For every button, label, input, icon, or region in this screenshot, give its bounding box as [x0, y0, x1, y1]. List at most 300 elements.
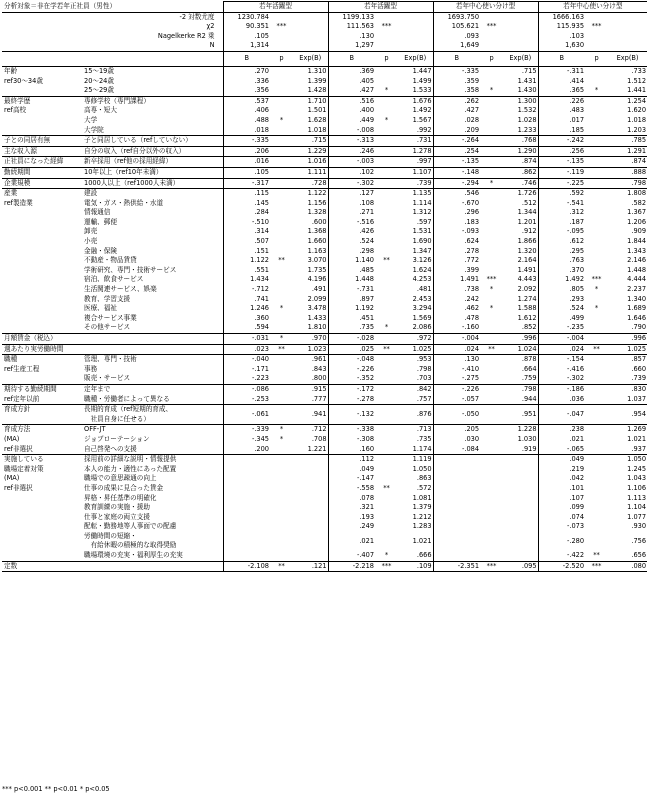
coef-b: .296: [433, 208, 480, 218]
coef-exp: .481: [416, 285, 432, 294]
coef-sig: ***: [585, 561, 608, 572]
coef-sig: *: [480, 178, 503, 189]
coef-sig: [375, 503, 398, 513]
coef-sig: [270, 189, 293, 199]
coef-b: .400: [328, 106, 375, 116]
coef-b: .219: [538, 465, 585, 475]
coef-sig: [480, 167, 503, 178]
stat-sig: [375, 12, 398, 22]
coef-b: 1.122: [223, 256, 270, 266]
coef-sig: [375, 106, 398, 116]
coef-b: -.135: [433, 157, 480, 168]
coef-exp: 1.028: [517, 115, 537, 124]
coef-b: .365: [538, 86, 585, 96]
coef-exp: .954: [608, 405, 647, 425]
coef-sig: [480, 355, 503, 365]
group-label: [2, 355, 82, 385]
coef-b: .238: [538, 425, 585, 435]
coef-sig: [585, 355, 608, 365]
coef-b: .024: [433, 344, 480, 355]
group-label: [2, 157, 82, 168]
table-row: [2, 295, 647, 305]
coef-sig: [480, 384, 503, 394]
coef-exp: [293, 532, 328, 551]
table-row: [2, 178, 647, 189]
coef-sig: [270, 323, 293, 333]
coef-sig: **: [383, 483, 390, 492]
coef-sig: **: [383, 256, 390, 265]
coef-b: .021: [328, 532, 375, 551]
coef-sig: [585, 96, 608, 106]
variable-label: 20～24歳: [84, 76, 114, 85]
coef-sig: [270, 551, 293, 561]
coef-b: .101: [538, 484, 585, 494]
coef-b: -.410: [433, 365, 480, 375]
coef-sig: *: [594, 304, 599, 313]
coef-b: .399: [433, 266, 480, 276]
variable-label: 専修学校（専門課程）: [82, 96, 223, 106]
variable-label: 運輸、郵便: [84, 217, 117, 226]
table-row: [2, 465, 647, 475]
stat-sig: [480, 32, 503, 42]
coef-sig: [480, 227, 503, 237]
table-row: [2, 513, 647, 523]
coef-b: .145: [223, 199, 270, 209]
coef-b: .612: [538, 237, 585, 247]
coef-sig: [585, 425, 608, 435]
coef-exp: 1.628: [307, 115, 327, 124]
table-row: [2, 314, 647, 324]
stat-row: [2, 12, 647, 22]
coef-exp: 1.104: [627, 503, 647, 512]
coef-b: [433, 513, 480, 523]
coef-exp: 1.212: [412, 512, 432, 521]
coef-b: [223, 484, 270, 494]
coef-exp: 1.810: [307, 323, 327, 332]
coef-exp: 1.533: [412, 86, 432, 95]
coef-b: -.086: [223, 384, 270, 394]
coef-sig: [480, 295, 503, 305]
coef-sig: [480, 314, 503, 324]
stat-empty: [503, 22, 538, 32]
group-label: [2, 405, 82, 425]
coef-exp: .953: [398, 355, 433, 365]
coef-b: -.264: [433, 136, 480, 147]
coef-sig: [270, 167, 293, 178]
column-head-row: [2, 51, 647, 66]
coef-sig: [585, 266, 608, 276]
coef-b: .271: [328, 208, 375, 218]
group-label-line: 最終学歴: [4, 96, 31, 105]
coef-sig: [375, 532, 398, 551]
coef-exp: .798: [503, 384, 538, 394]
stat-row: [2, 41, 647, 51]
model-header: 若年活躍型: [223, 2, 328, 13]
coef-sig: [480, 323, 503, 333]
coef-exp: .109: [398, 561, 433, 572]
variable-label: ジョブローテーション: [84, 434, 150, 443]
table-row: [2, 96, 647, 106]
coef-b: .112: [328, 455, 375, 465]
coef-exp: .843: [311, 364, 327, 373]
table-row: [2, 455, 647, 465]
variable-label: 仕事の成果に見合った賃金: [84, 483, 164, 492]
coef-exp: 1.492: [412, 106, 432, 115]
coef-b: -.171: [223, 365, 270, 375]
stat-sig: [480, 41, 503, 51]
coef-exp: 1.037: [627, 394, 647, 403]
coef-sig: [375, 365, 398, 375]
coef-b: 1.448: [328, 275, 375, 285]
variable-label: 昇格・昇任基準の明確化: [84, 493, 157, 502]
coef-sig: [480, 551, 503, 561]
coef-exp: .597: [416, 217, 432, 226]
footnote: *** p<0.001 ** p<0.01 * p<0.05: [2, 785, 110, 793]
stat-sig: [480, 12, 503, 22]
coef-exp: 1.620: [627, 106, 647, 115]
group-label-line: 期待する勤続期間: [4, 384, 57, 393]
coef-b: .115: [223, 189, 270, 199]
coef-sig: *: [489, 285, 494, 294]
coef-exp: .715: [503, 66, 538, 76]
coef-sig: **: [593, 551, 600, 560]
coef-b: .359: [433, 77, 480, 87]
coef-exp: 1.367: [627, 208, 647, 217]
coef-exp: .912: [521, 227, 537, 236]
coef-sig: [480, 532, 503, 551]
coef-sig: [375, 355, 398, 365]
coef-b: -.294: [433, 178, 480, 189]
group-label-line: 月額賃金（税込）: [4, 334, 57, 342]
coef-sig: [480, 77, 503, 87]
stat-empty: [398, 12, 433, 22]
coef-sig: [375, 157, 398, 168]
coef-exp: 1.491: [517, 265, 537, 274]
coef-b: .451: [328, 314, 375, 324]
coef-exp: 1.567: [412, 115, 432, 124]
group-label: [2, 136, 82, 147]
coef-sig: *: [270, 334, 293, 345]
stat-value: 115.935: [538, 22, 585, 32]
coef-exp: .970: [293, 334, 328, 345]
table-row: [2, 532, 647, 551]
coef-exp: [503, 551, 538, 561]
coef-sig: [585, 484, 608, 494]
stat-empty: [398, 41, 433, 51]
coef-b: .741: [223, 295, 270, 305]
coef-b: .321: [328, 503, 375, 513]
stat-value: 1230.784: [223, 12, 270, 22]
coef-sig: [375, 384, 398, 394]
model-header: 若年中心使い分け型: [433, 2, 538, 13]
col-head-p: p: [384, 54, 389, 63]
coef-sig: *: [384, 323, 389, 332]
coef-sig: [585, 116, 608, 126]
coef-b: .028: [433, 116, 480, 126]
coef-b: .187: [538, 218, 585, 228]
coef-sig: [375, 314, 398, 324]
coef-sig: [480, 256, 503, 266]
coef-exp: .095: [503, 561, 538, 572]
table-row: [2, 425, 647, 435]
coef-b: .242: [433, 295, 480, 305]
coef-exp: 1.233: [517, 125, 537, 134]
table-row: [2, 285, 647, 295]
coef-sig: [585, 66, 608, 76]
coef-sig: [585, 256, 608, 266]
coef-b: 1.491: [433, 275, 480, 285]
coef-b: .021: [538, 435, 585, 445]
coef-b: [223, 532, 270, 551]
group-label-line: (MA): [4, 434, 20, 443]
coef-sig: [480, 66, 503, 76]
coef-b: .426: [328, 227, 375, 237]
coef-b: .017: [538, 116, 585, 126]
coef-exp: 1.023: [293, 344, 328, 355]
variable-label: 管理、専門・技術: [82, 355, 223, 365]
coef-exp: .491: [311, 285, 327, 294]
coef-b: -.004: [538, 334, 585, 345]
coef-sig: ***: [375, 561, 398, 572]
coef-sig: [480, 445, 503, 455]
coef-sig: [270, 218, 293, 228]
coef-sig: [585, 513, 608, 523]
coef-sig: **: [278, 256, 285, 265]
table-row: [2, 474, 647, 484]
coef-exp: 3.126: [412, 256, 432, 265]
coef-b: .107: [538, 494, 585, 504]
stat-value: 90.351: [223, 22, 270, 32]
coef-b: .127: [328, 189, 375, 199]
coef-sig: [270, 295, 293, 305]
coef-sig: [585, 465, 608, 475]
coef-exp: .937: [631, 444, 647, 453]
coef-sig: [480, 266, 503, 276]
coef-b: -.302: [328, 178, 375, 189]
coef-sig: [375, 425, 398, 435]
coef-sig: [375, 266, 398, 276]
group-label-line: ref製造業: [4, 198, 33, 207]
coef-exp: 3.294: [412, 304, 432, 313]
variable-label: 教育、学習支援: [84, 294, 131, 303]
coef-exp: 1.174: [412, 444, 432, 453]
coef-b: -.160: [433, 323, 480, 333]
coef-sig: [375, 285, 398, 295]
coef-b: -.147: [328, 474, 375, 484]
coef-sig: [375, 199, 398, 209]
coef-b: .805: [538, 285, 585, 295]
stat-sig: [585, 41, 608, 51]
coef-exp: .996: [503, 334, 538, 345]
table-row: [2, 561, 647, 572]
variable-label: [82, 344, 223, 355]
coef-exp: [503, 465, 538, 475]
col-head-exp: Exp(B): [509, 54, 532, 63]
coef-b: -.061: [223, 405, 270, 425]
coef-exp: .757: [416, 394, 432, 403]
table-row: [2, 395, 647, 405]
coef-sig: [480, 146, 503, 157]
group-label: [2, 189, 82, 334]
coef-exp: 1.433: [307, 313, 327, 322]
coef-exp: 1.310: [293, 66, 328, 76]
coef-sig: [375, 247, 398, 257]
coef-sig: [270, 395, 293, 405]
coef-sig: [480, 126, 503, 136]
group-label-line: 主な収入源: [4, 146, 37, 155]
coef-b: -.154: [538, 355, 585, 365]
coef-sig: [270, 314, 293, 324]
coef-b: [223, 474, 270, 484]
coef-exp: 1.016: [293, 157, 328, 168]
coef-b: [223, 455, 270, 465]
coef-exp: .739: [398, 178, 433, 189]
col-head-p: p: [594, 54, 599, 63]
table-row: [2, 374, 647, 384]
stat-label: -2 対数尤度: [179, 12, 215, 21]
coef-sig: [375, 334, 398, 345]
coef-sig: [375, 522, 398, 532]
coef-b: -.313: [328, 136, 375, 147]
coef-sig: [375, 304, 398, 314]
coef-sig: [375, 189, 398, 199]
model-header: 若年中心使い分け型: [538, 2, 647, 13]
coef-b: .206: [223, 146, 270, 157]
coef-b: -.003: [328, 157, 375, 168]
stat-value: .103: [538, 32, 585, 42]
coef-sig: [585, 199, 608, 209]
coef-exp: [503, 532, 538, 551]
coef-exp: 1.379: [412, 503, 432, 512]
coef-exp: .746: [503, 178, 538, 189]
coef-exp: 1.119: [398, 455, 433, 465]
stat-sig: [375, 41, 398, 51]
coef-exp: [503, 484, 538, 494]
coef-b: .594: [223, 323, 270, 333]
stat-value: 105.621: [433, 22, 480, 32]
coef-sig: [270, 465, 293, 475]
coef-exp: .756: [631, 536, 647, 545]
coef-exp: .733: [608, 66, 647, 76]
table-row: [2, 167, 647, 178]
coef-sig: [270, 146, 293, 157]
coef-sig: [480, 237, 503, 247]
group-label-line: ref高校: [4, 106, 27, 115]
coef-b: .314: [223, 227, 270, 237]
coef-b: -.253: [223, 395, 270, 405]
coef-exp: .731: [398, 136, 433, 147]
coef-sig: [480, 474, 503, 484]
coef-exp: 1.201: [517, 217, 537, 226]
coef-sig: [375, 474, 398, 484]
coef-b: .200: [223, 445, 270, 455]
coef-exp: [503, 503, 538, 513]
coef-sig: [480, 395, 503, 405]
stat-empty: [608, 32, 647, 42]
coef-exp: 1.588: [517, 304, 537, 313]
coef-exp: 1.283: [412, 522, 432, 531]
coef-sig: [480, 455, 503, 465]
coef-sig: [375, 136, 398, 147]
coef-b: -.047: [538, 405, 585, 425]
coef-b: .449: [328, 116, 375, 126]
table-row: [2, 208, 647, 218]
coef-sig: [375, 455, 398, 465]
coef-exp: 1.344: [517, 208, 537, 217]
coef-exp: 1.343: [627, 246, 647, 255]
coef-sig: [270, 405, 293, 425]
stat-empty: [503, 41, 538, 51]
col-head-exp: Exp(B): [404, 54, 427, 63]
coef-sig: [270, 365, 293, 375]
group-label: [2, 384, 82, 404]
coef-b: .427: [328, 86, 375, 96]
coef-sig: [270, 96, 293, 106]
coef-b: [433, 465, 480, 475]
coef-exp: .798: [416, 364, 432, 373]
coef-sig: [270, 384, 293, 394]
coef-b: -.278: [328, 395, 375, 405]
group-label-line: 企業規模: [4, 178, 31, 187]
coef-exp: 1.278: [398, 146, 433, 157]
stat-label: N: [2, 41, 223, 51]
table-row: [2, 355, 647, 365]
coef-b: .049: [538, 455, 585, 465]
table-row: [2, 199, 647, 209]
coef-exp: 1.660: [307, 237, 327, 246]
coef-sig: [585, 218, 608, 228]
table-row: [2, 334, 647, 345]
coef-exp: [293, 522, 328, 532]
coef-exp: .768: [503, 136, 538, 147]
coef-b: .735: [328, 323, 375, 333]
coef-exp: 1.113: [627, 493, 647, 502]
model-header: 若年活躍型: [328, 2, 433, 13]
coef-sig: [270, 199, 293, 209]
coef-sig: [585, 503, 608, 513]
coef-exp: 1.206: [627, 217, 647, 226]
coef-exp: 1.122: [293, 189, 328, 199]
coef-b: .358: [433, 86, 480, 96]
coef-sig: [585, 474, 608, 484]
coef-b: -2.108: [223, 561, 270, 572]
coef-sig: [375, 275, 398, 285]
coef-exp: 2.164: [517, 256, 537, 265]
coef-exp: .800: [311, 374, 327, 383]
coef-exp: .512: [521, 198, 537, 207]
coef-exp: .121: [293, 561, 328, 572]
coef-sig: [480, 522, 503, 532]
coef-sig: [585, 227, 608, 237]
coef-b: 1.434: [223, 275, 270, 285]
table-row: [2, 66, 647, 76]
col-head-p: p: [279, 54, 284, 63]
coef-b: .024: [538, 344, 585, 355]
col-head-b: B: [538, 51, 585, 66]
stat-sig: [375, 32, 398, 42]
coef-sig: [480, 465, 503, 475]
variable-label: 大学: [84, 115, 98, 124]
coef-b: -.339: [223, 425, 270, 435]
coef-b: .262: [433, 96, 480, 106]
table-row: [2, 494, 647, 504]
stat-row: [2, 32, 647, 42]
coef-exp: 1.203: [627, 125, 647, 134]
coef-exp: .656: [631, 551, 647, 560]
coef-exp: 1.808: [608, 189, 647, 199]
coef-sig: *: [384, 115, 389, 124]
group-label: [2, 344, 82, 355]
